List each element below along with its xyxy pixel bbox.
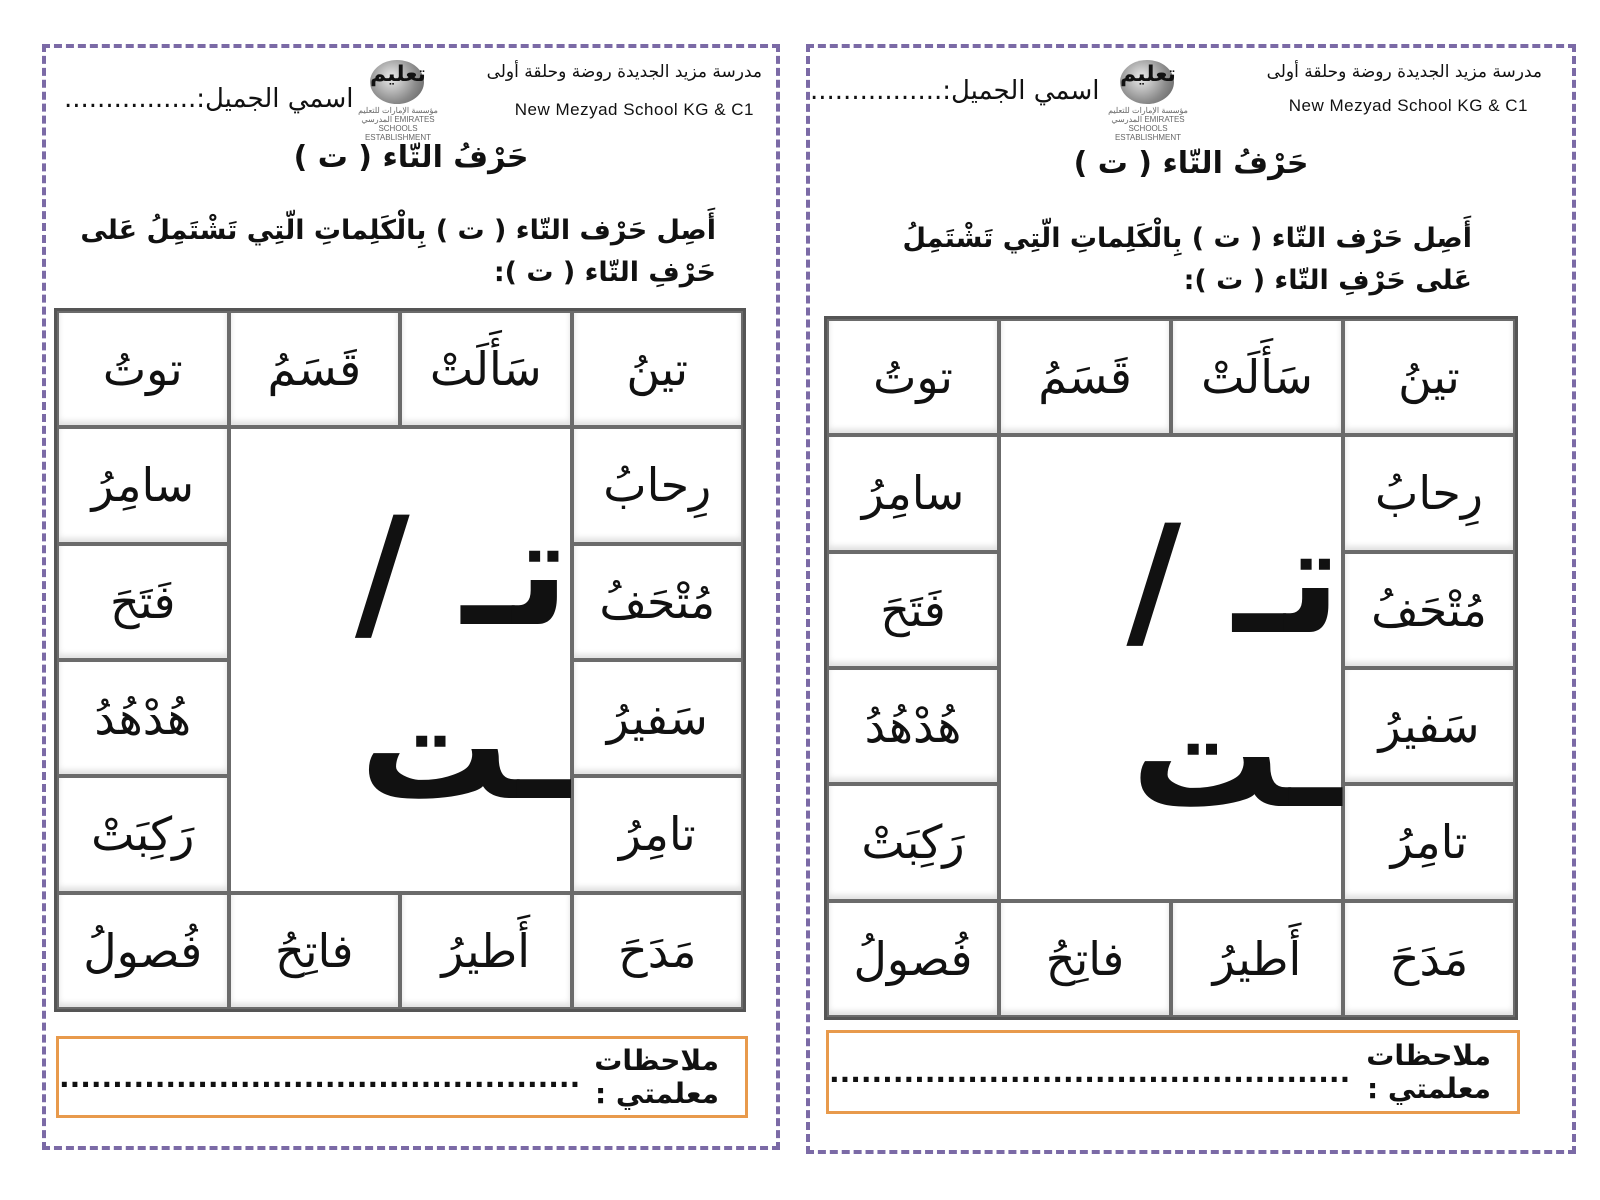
word-cell[interactable]: مَدَحَ — [572, 893, 744, 1009]
teacher-notes-dots: ................................................. — [59, 1060, 581, 1094]
word-cell[interactable]: هُدْهُدُ — [57, 660, 229, 776]
word-cell[interactable]: فاتِحُ — [229, 893, 401, 1009]
word-cell[interactable]: تينُ — [572, 311, 744, 427]
lesson-title: حَرْفُ التّاء ( ت ) — [1073, 146, 1309, 181]
logo-caption: مؤسسة الإمارات للتعليم المدرسي EMIRATES SCHOOLS ESTABLISHMENT — [358, 106, 438, 142]
word-cell[interactable]: مُتْحَفُ — [572, 544, 744, 660]
word-cell[interactable]: توتُ — [827, 319, 999, 435]
word-cell[interactable]: توتُ — [57, 311, 229, 427]
school-name-arabic: مدرسة مزيد الجديدة روضة وحلقة أولى — [1266, 62, 1542, 82]
teacher-notes-dots: ................................................. — [829, 1055, 1351, 1089]
instruction-text: أَصِل حَرْف التّاء ( ت ) بِالْكَلِماتِ الّتِي تَشْتَمِلُ عَلى حَرْفِ التّاء ( ت ): — [902, 223, 1472, 296]
word-cell[interactable]: رَكِبَتْ — [57, 776, 229, 892]
word-cell[interactable]: تينُ — [1343, 319, 1515, 435]
worksheet-right — [806, 44, 1576, 1154]
teacher-notes-box[interactable] — [56, 1036, 748, 1118]
student-name-label: اسمي الجميل: — [942, 76, 1100, 106]
word-grid — [824, 316, 1518, 1020]
logo-word: تعليم — [1120, 62, 1176, 87]
ministry-logo — [356, 60, 440, 142]
word-cell[interactable]: مَدَحَ — [1343, 901, 1515, 1017]
word-cell[interactable]: فَتَحَ — [827, 552, 999, 668]
word-cell[interactable]: سَفيرُ — [1343, 668, 1515, 784]
logo-word: تعليم — [370, 62, 426, 87]
worksheet-left — [42, 44, 780, 1150]
word-cell[interactable]: فَتَحَ — [57, 544, 229, 660]
word-cell[interactable]: فُصولُ — [827, 901, 999, 1017]
center-letter: تـ / ـت — [229, 427, 572, 892]
word-cell[interactable]: فاتِحُ — [999, 901, 1171, 1017]
word-grid — [54, 308, 746, 1012]
word-cell[interactable]: أَطيرُ — [1171, 901, 1343, 1017]
word-cell[interactable]: قَسَمُ — [229, 311, 401, 427]
header — [810, 48, 1572, 148]
teacher-notes-label: ملاحظات معلمتي : — [594, 1044, 719, 1110]
student-name-line[interactable] — [64, 84, 353, 114]
word-cell[interactable]: سامِرُ — [827, 435, 999, 551]
school-name-english: New Mezyad School KG & C1 — [1288, 96, 1528, 115]
word-cell[interactable]: تامِرُ — [1343, 784, 1515, 900]
word-cell[interactable]: قَسَمُ — [999, 319, 1171, 435]
school-name-english: New Mezyad School KG & C1 — [514, 100, 754, 119]
teacher-notes-box[interactable] — [826, 1030, 1520, 1114]
student-name-line[interactable] — [810, 76, 1099, 106]
word-cell[interactable]: سَأَلَتْ — [400, 311, 572, 427]
student-name-dots: ................ — [810, 76, 943, 106]
header — [46, 48, 776, 148]
word-cell[interactable]: رِحابُ — [1343, 435, 1515, 551]
word-cell[interactable]: هُدْهُدُ — [827, 668, 999, 784]
student-name-label: اسمي الجميل: — [196, 84, 354, 114]
word-cell[interactable]: سَفيرُ — [572, 660, 744, 776]
word-cell[interactable]: فُصولُ — [57, 893, 229, 1009]
logo-caption: مؤسسة الإمارات للتعليم المدرسي EMIRATES SCHOOLS ESTABLISHMENT — [1108, 106, 1188, 142]
word-cell[interactable]: أَطيرُ — [400, 893, 572, 1009]
instruction-text: أَصِل حَرْف التّاء ( ت ) بِالْكَلِماتِ الّتِي تَشْتَمِلُ عَلى حَرْفِ التّاء ( ت ): — [80, 215, 716, 288]
center-letter: تـ / ـت — [999, 435, 1343, 900]
word-cell[interactable]: سَأَلَتْ — [1171, 319, 1343, 435]
student-name-dots: ................ — [64, 84, 197, 114]
word-cell[interactable]: رَكِبَتْ — [827, 784, 999, 900]
word-cell[interactable]: رِحابُ — [572, 427, 744, 543]
ministry-logo — [1106, 60, 1190, 142]
word-cell[interactable]: تامِرُ — [572, 776, 744, 892]
teacher-notes-label: ملاحظات معلمتي : — [1366, 1039, 1491, 1105]
word-cell[interactable]: سامِرُ — [57, 427, 229, 543]
word-cell[interactable]: مُتْحَفُ — [1343, 552, 1515, 668]
school-name-arabic: مدرسة مزيد الجديدة روضة وحلقة أولى — [486, 62, 762, 82]
lesson-title: حَرْفُ التّاء ( ت ) — [293, 140, 529, 175]
